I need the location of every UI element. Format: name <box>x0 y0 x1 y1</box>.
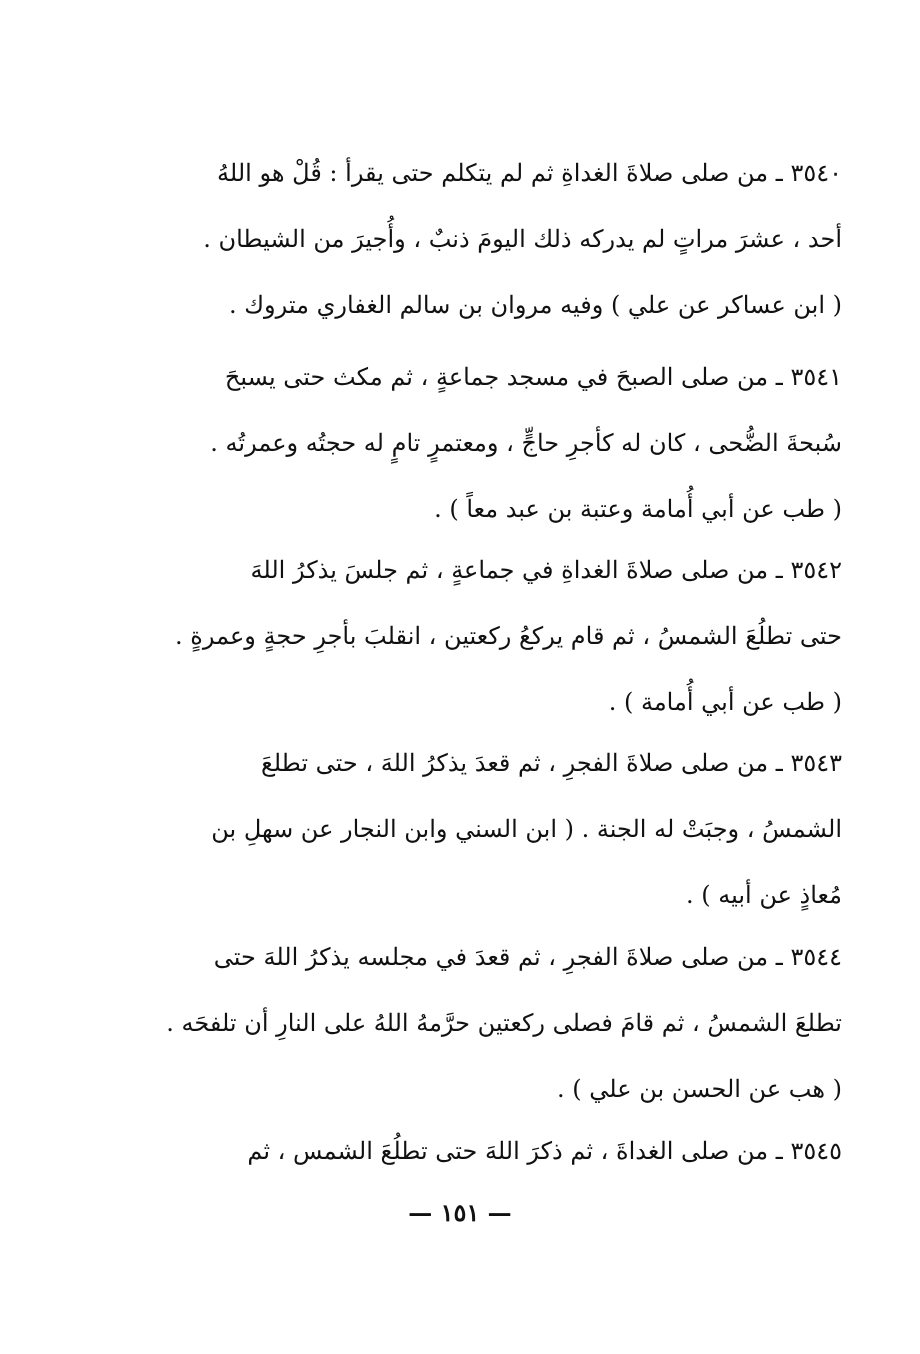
hadith-entry-3544 <box>130 924 842 1122</box>
text-line: ٣٥٤٤ ـ من صلى صلاةَ الفجرِ ، ثم قعدَ في مجلسه يذكرُ اللهَ حتى <box>213 943 842 971</box>
source-citation: ( طب عن أبي أُمامة ) . <box>608 688 842 716</box>
text-line: ٣٥٤٠ ـ من صلى صلاةَ الغداةِ ثم لم يتكلم حتى يقرأ : قُلْ هو اللهُ <box>217 159 842 187</box>
source-citation: ( ابن عساكر عن علي ) وفيه مروان بن سالم الغفاري متروك . <box>229 291 842 319</box>
hadith-entry-3545 <box>130 1118 842 1184</box>
hadith-entry-3543 <box>130 730 842 928</box>
text-line: ٣٥٤٢ ـ من صلى صلاةَ الغداةِ في جماعةٍ ، ثم جلسَ يذكرُ اللهَ <box>250 556 842 584</box>
hadith-entry-3542 <box>130 537 842 735</box>
text-line: أحد ، عشرَ مراتٍ لم يدركه ذلك اليومَ ذنبٌ ، وأُجيرَ من الشيطان . <box>203 225 842 253</box>
text-line: ٣٥٤٥ ـ من صلى الغداةَ ، ثم ذكرَ اللهَ حتى تطلُعَ الشمس ، ثم <box>247 1137 842 1165</box>
source-citation: مُعاذٍ عن أبيه ) . <box>686 881 842 909</box>
text-line: ٣٥٤١ ـ من صلى الصبحَ في مسجد جماعةٍ ، ثم مكث حتى يسبحَ <box>224 363 842 391</box>
hadith-entry-3541 <box>130 344 842 542</box>
text-line: الشمسُ ، وجبَتْ له الجنة . ( ابن السني وابن النجار عن سهلِ بن <box>211 815 842 843</box>
hadith-entry-3540 <box>130 140 842 338</box>
source-citation: ( طب عن أبي أُمامة وعتبة بن عبد معاً ) . <box>434 495 842 523</box>
text-line: تطلعَ الشمسُ ، ثم قامَ فصلى ركعتين حرَّمهُ اللهُ على النارِ أن تلفحَه . <box>166 1009 842 1037</box>
page-number: — ١٥١ — <box>408 1198 512 1227</box>
text-line: سُبحةَ الضُّحى ، كان له كأجرِ حاجٍّ ، ومعتمرٍ تامٍ له حجتُه وعمرتُه . <box>210 429 842 457</box>
source-citation: ( هب عن الحسن بن علي ) . <box>557 1075 842 1103</box>
text-line: ٣٥٤٣ ـ من صلى صلاةَ الفجرِ ، ثم قعدَ يذكرُ اللهَ ، حتى تطلعَ <box>260 749 842 777</box>
text-line: حتى تطلُعَ الشمسُ ، ثم قام يركعُ ركعتين ، انقلبَ بأجرِ حجةٍ وعمرةٍ . <box>175 622 842 650</box>
